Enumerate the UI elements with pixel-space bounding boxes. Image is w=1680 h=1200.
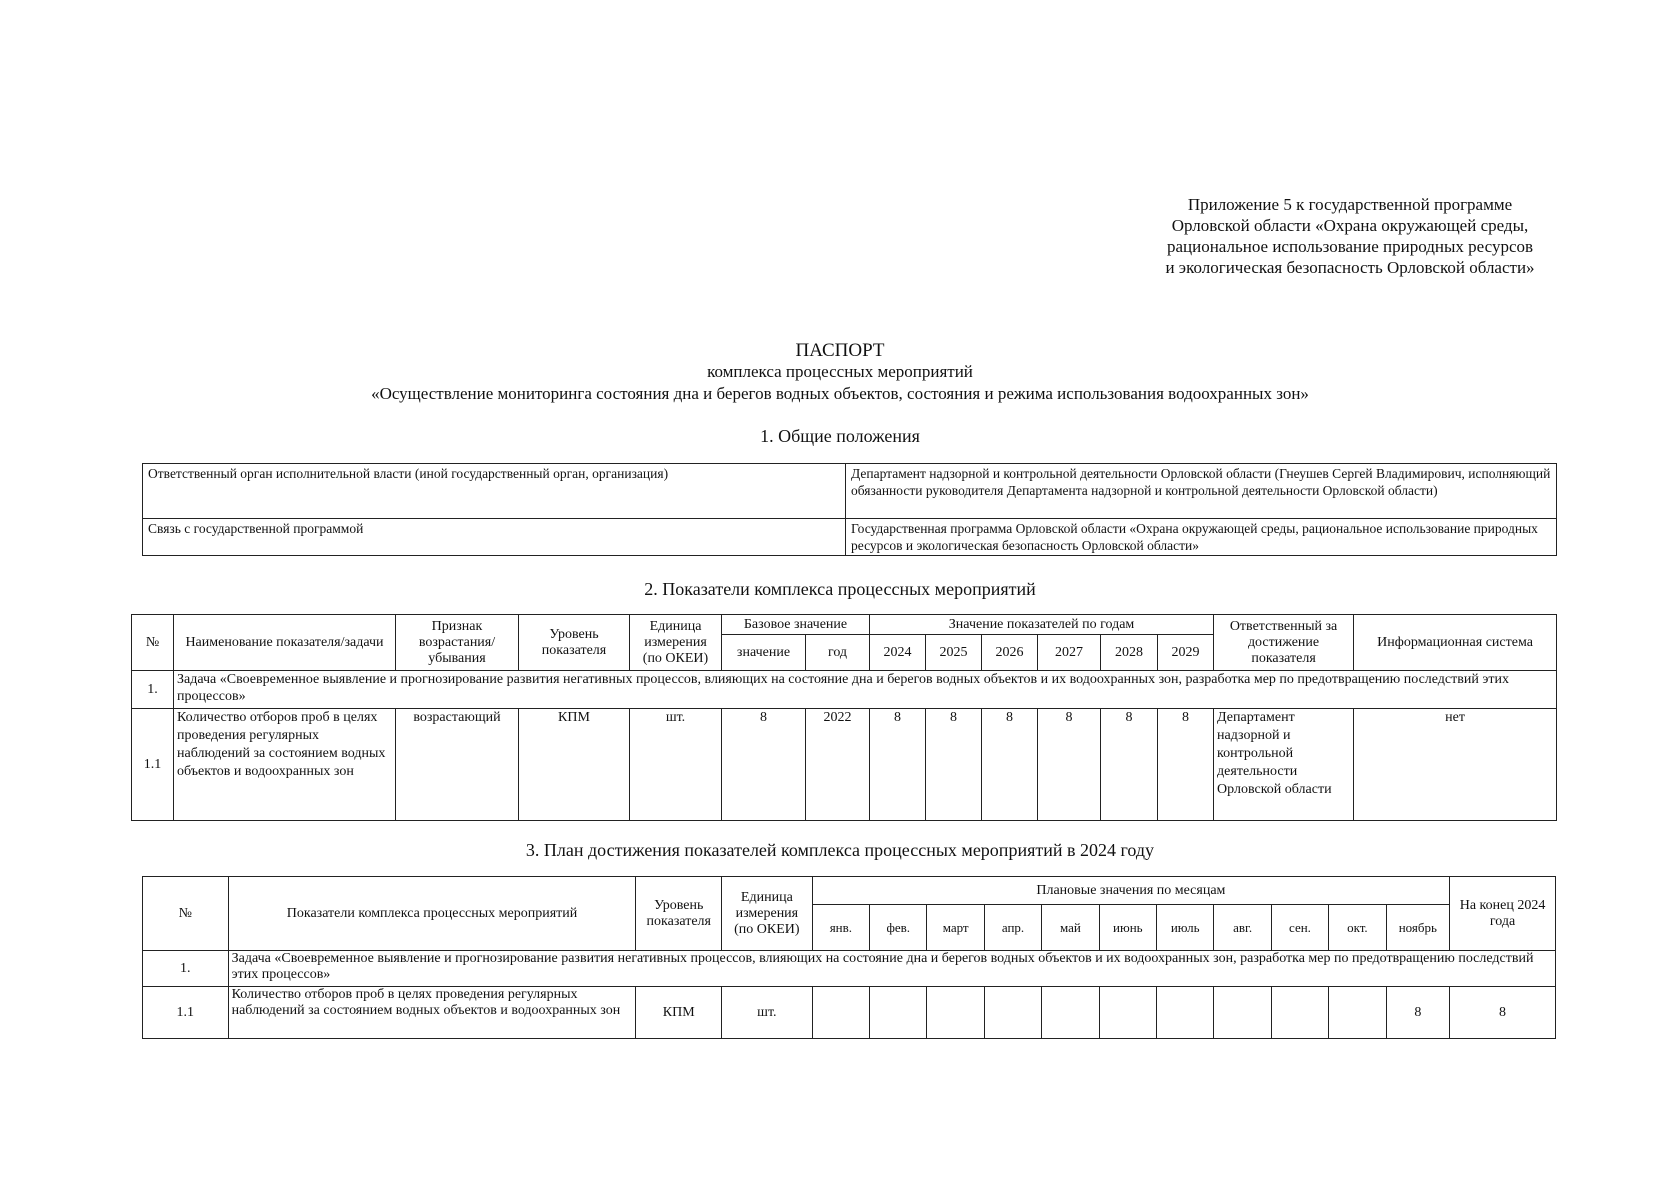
table-row: [143, 464, 1557, 519]
row-month-value: [870, 987, 927, 1039]
header-month: сен.: [1271, 905, 1328, 951]
header-months: Плановые значения по месяцам: [812, 877, 1449, 905]
appendix-line: Орловской области «Охрана окружающей среды,: [1171, 216, 1529, 235]
table-cell-value: Государственная программа Орловской области «Охрана окружающей среды, рациональное использование природных ресурсов и экологическая безопасность Орловской области»: [846, 519, 1557, 556]
row-year-value: 8: [982, 709, 1038, 821]
general-provisions-table: [142, 463, 1557, 556]
task-row: [132, 671, 1557, 709]
monthly-plan-table: [142, 876, 1556, 1039]
row-base-value: 8: [722, 709, 806, 821]
row-sign: возрастающий: [396, 709, 519, 821]
header-name: Показатели комплекса процессных мероприятий: [228, 877, 636, 951]
header-year: 2026: [982, 635, 1038, 671]
row-responsible: Департамент надзорной и контрольной деятельности Орловской области: [1214, 709, 1354, 821]
header-level: Уровень показателя: [636, 877, 722, 951]
header-month: июль: [1157, 905, 1214, 951]
header-num: №: [132, 615, 174, 671]
row-num: 1.1: [132, 709, 174, 821]
appendix-line: Приложение 5 к государственной программе: [1187, 195, 1513, 214]
row-unit: шт.: [630, 709, 722, 821]
row-month-value: [1329, 987, 1386, 1039]
row-year-value: 8: [1038, 709, 1101, 821]
table-row: [143, 987, 1556, 1039]
task-num: 1.: [132, 671, 174, 709]
row-year-value: 8: [870, 709, 926, 821]
section3-heading: 3. План достижения показателей комплекса процессных мероприятий в 2024 году: [525, 840, 1155, 860]
header-year: 2028: [1101, 635, 1158, 671]
row-month-value: [1271, 987, 1328, 1039]
row-end-value: 8: [1450, 987, 1556, 1039]
appendix-line: рациональное использование природных ресурсов: [1166, 237, 1534, 256]
header-unit: Единица измерения (по ОКЕИ): [630, 615, 722, 671]
header-year: 2029: [1158, 635, 1214, 671]
header-year: 2024: [870, 635, 926, 671]
header-year: 2027: [1038, 635, 1101, 671]
header-system: Информационная система: [1354, 615, 1557, 671]
row-unit: шт.: [722, 987, 813, 1039]
header-responsible: Ответственный за достижение показателя: [1214, 615, 1354, 671]
header-month: ноябрь: [1386, 905, 1450, 951]
header-base-value: значение: [722, 635, 806, 671]
row-month-value: 8: [1386, 987, 1450, 1039]
header-month: окт.: [1329, 905, 1386, 951]
header-month: май: [1042, 905, 1099, 951]
document-subtitle: комплекса процессных мероприятий: [707, 362, 973, 381]
row-month-value: [1099, 987, 1156, 1039]
header-month: июнь: [1099, 905, 1156, 951]
row-name: Количество отборов проб в целях проведения регулярных наблюдений за состоянием водных объектов и водоохранных зон: [228, 987, 636, 1039]
task-text: Задача «Своевременное выявление и прогнозирование развития негативных процессов, влияющих на состояние дна и берегов водных объектов и их водоохранных зон, разработка мер по предотвращению последствий этих процессов»: [174, 671, 1557, 709]
row-month-value: [1042, 987, 1099, 1039]
header-years: Значение показателей по годам: [870, 615, 1214, 635]
row-num: 1.1: [143, 987, 229, 1039]
document-name: «Осуществление мониторинга состояния дна и берегов водных объектов, состояния и режима использования водоохранных зон»: [371, 384, 1309, 403]
row-year-value: 8: [1158, 709, 1214, 821]
header-unit: Единица измерения (по ОКЕИ): [722, 877, 813, 951]
header-name: Наименование показателя/задачи: [174, 615, 396, 671]
header-base-year: год: [806, 635, 870, 671]
row-year-value: 8: [1101, 709, 1158, 821]
row-month-value: [1214, 987, 1271, 1039]
task-num: 1.: [143, 951, 229, 987]
table-cell-label: Связь с государственной программой: [143, 519, 846, 556]
row-month-value: [812, 987, 869, 1039]
row-year-value: 8: [926, 709, 982, 821]
header-level: Уровень показателя: [519, 615, 630, 671]
header-month: фев.: [870, 905, 927, 951]
table-cell-value: Департамент надзорной и контрольной деятельности Орловской области (Гнеушев Сергей Владимирович, исполняющий обязанности руководителя Департамента надзорной и контрольной деятельности Орловской области): [846, 464, 1557, 519]
table-row: [143, 519, 1557, 556]
row-month-value: [927, 987, 984, 1039]
document-title: ПАСПОРТ: [795, 340, 885, 361]
header-num: №: [143, 877, 229, 951]
section1-heading: 1. Общие положения: [760, 426, 920, 446]
row-system: нет: [1354, 709, 1557, 821]
task-row: [143, 951, 1556, 987]
section2-heading: 2. Показатели комплекса процессных мероприятий: [644, 579, 1036, 599]
appendix-note: [1130, 194, 1570, 278]
row-name: Количество отборов проб в целях проведения регулярных наблюдений за состоянием водных объектов и водоохранных зон: [174, 709, 396, 821]
table-cell-label: Ответственный орган исполнительной власти (иной государственный орган, организация): [143, 464, 846, 519]
row-month-value: [984, 987, 1041, 1039]
header-month: авг.: [1214, 905, 1271, 951]
task-text: Задача «Своевременное выявление и прогнозирование развития негативных процессов, влияющих на состояние дна и берегов водных объектов и их водоохранных зон, разработка мер по предотвращению последствий этих процессов»: [228, 951, 1555, 987]
row-level: КПМ: [636, 987, 722, 1039]
row-level: КПМ: [519, 709, 630, 821]
table-row: [132, 709, 1557, 821]
indicators-table: [131, 614, 1557, 821]
header-sign: Признак возрастания/ убывания: [396, 615, 519, 671]
header-base: Базовое значение: [722, 615, 870, 635]
header-month: март: [927, 905, 984, 951]
header-month: апр.: [984, 905, 1041, 951]
row-month-value: [1157, 987, 1214, 1039]
header-month: янв.: [812, 905, 869, 951]
appendix-line: и экологическая безопасность Орловской области»: [1165, 258, 1535, 277]
header-year: 2025: [926, 635, 982, 671]
row-base-year: 2022: [806, 709, 870, 821]
header-end: На конец 2024 года: [1450, 877, 1556, 951]
